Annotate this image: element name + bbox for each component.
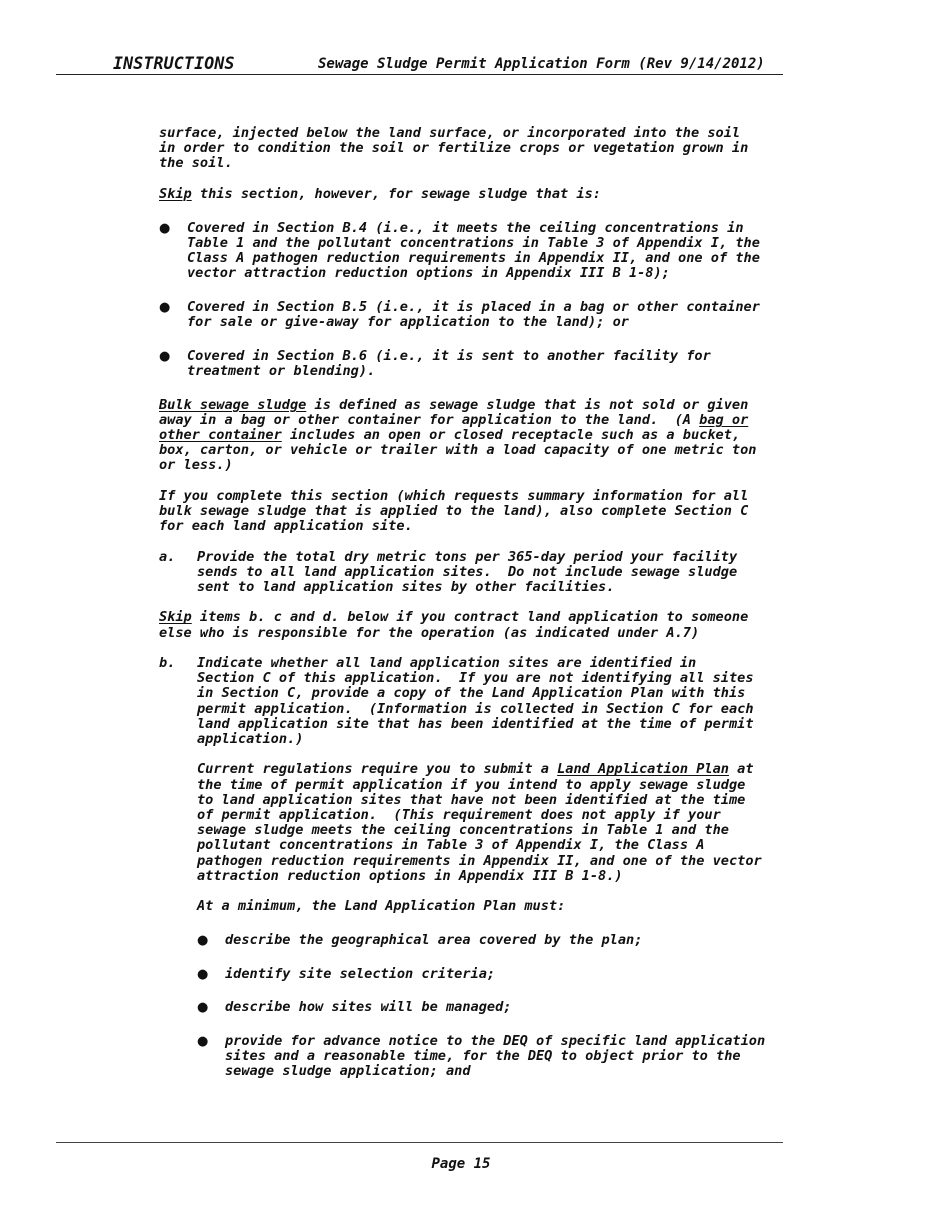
bullet-icon: ● [197,1034,209,1050]
skip-keyword: Skip [159,185,192,202]
land-application-plan-term: Land Application Plan [557,761,729,778]
bullet-item: ● Covered in Section B.5 (i.e., it is placed in a bag or other container for sale or give-away for application to the land); or [159,298,760,331]
bullet-icon: ● [197,932,209,948]
page-body [159,126,859,1080]
footer-divider [56,1142,783,1143]
plan-bullet-item: ● describe how sites will be managed; [197,999,512,1016]
plan-bullet-item: ● describe the geographical area covered by the plan; [197,931,643,948]
text-line: surface, injected below the land surface, or incorporated into the soil [159,125,741,141]
bag-container-term: bag or [699,411,749,428]
text-line: in order to condition the soil or fertilize crops or vegetation grown in [159,140,749,157]
header-section-label: INSTRUCTIONS [113,54,235,73]
list-item-b: b. Indicate whether all land application sites are identified in Section C of this application. If you are not identifying all sites in Section C, provide a copy of the Land Application Plan with this permit application. (Information is collected in Section C for each land application site that has been identified at the time of permit application.) [159,655,754,748]
bullet-item: ● Covered in Section B.4 (i.e., it meets the ceiling concentrations in Table 1 and the pollutant concentrations in Table 3 of Appendix I, the Class A pathogen reduction requirements in Appendix II, and one of the vector attraction reduction options in Appendix III B 1-8); [159,219,760,282]
skip-items-note: Skip items b. c and d. below if you contract land application to someone else who is responsible for the operation (as indicated under A.7) [159,609,749,641]
bulk-sludge-definition: Bulk sewage sludge is defined as sewage sludge that is not sold or given away in a bag or other container for application to the land. (A bag or other container includes an open or closed receptacle such as a bucket, box, carton, or vehicle or trailer with a load capacity of one metric ton or less.) [159,396,757,474]
bag-container-term-cont: other container [159,427,282,444]
skip-section-note: Skip this section, however, for sewage sludge that is: [159,185,601,202]
plan-bullet-item: ● provide for advance notice to the DEQ of specific land application sites and a reasonable time, for the DEQ to object prior to the sewage sludge application; and [197,1033,766,1080]
bulk-sludge-term: Bulk sewage sludge [159,396,307,413]
complete-section-note: If you complete this section (which requests summary information for all bulk sewage sludge that is applied to the land), also complete Section C for each land application site. [159,487,749,535]
bullet-icon: ● [159,220,171,236]
plan-bullet-item: ● identify site selection criteria; [197,965,496,982]
list-item-a: a. Provide the total dry metric tons per 365-day period your facility sends to all land application sites. Do not include sewage sludge sent to land application sites by other facilities. [159,548,738,596]
intro-paragraph [159,126,859,172]
bullet-icon: ● [159,299,171,315]
bullet-icon: ● [197,966,209,982]
bullet-icon: ● [197,1000,209,1016]
text-line: the soil. [159,155,233,172]
page-header [56,52,783,75]
skip-keyword: Skip [159,609,192,626]
regulations-paragraph: Current regulations require you to submit a Land Application Plan at the time of permit application if you intend to apply sewage sludge to land application sites that have not been identified at the time of permit application. (This requirement does not apply if your sewage sludge meets the ceiling concentrations in Table 1 and the pollutant concentrations in Table 3 of Appendix I, the Class A pathogen reduction requirements in Appendix II, and one of the vector attraction reduction options in Appendix III B 1-8.) [197,761,762,884]
header-form-title: Sewage Sludge Permit Application Form (Rev 9/14/2012) [318,56,765,72]
list-label: a. [159,548,176,565]
bullet-item: ● Covered in Section B.6 (i.e., it is sent to another facility for treatment or blending). [159,347,711,379]
page-number: Page 15 [431,1156,491,1172]
bullet-icon: ● [159,348,171,364]
list-label: b. [159,655,176,672]
minimum-requirements-intro: At a minimum, the Land Application Plan must: [197,898,566,915]
